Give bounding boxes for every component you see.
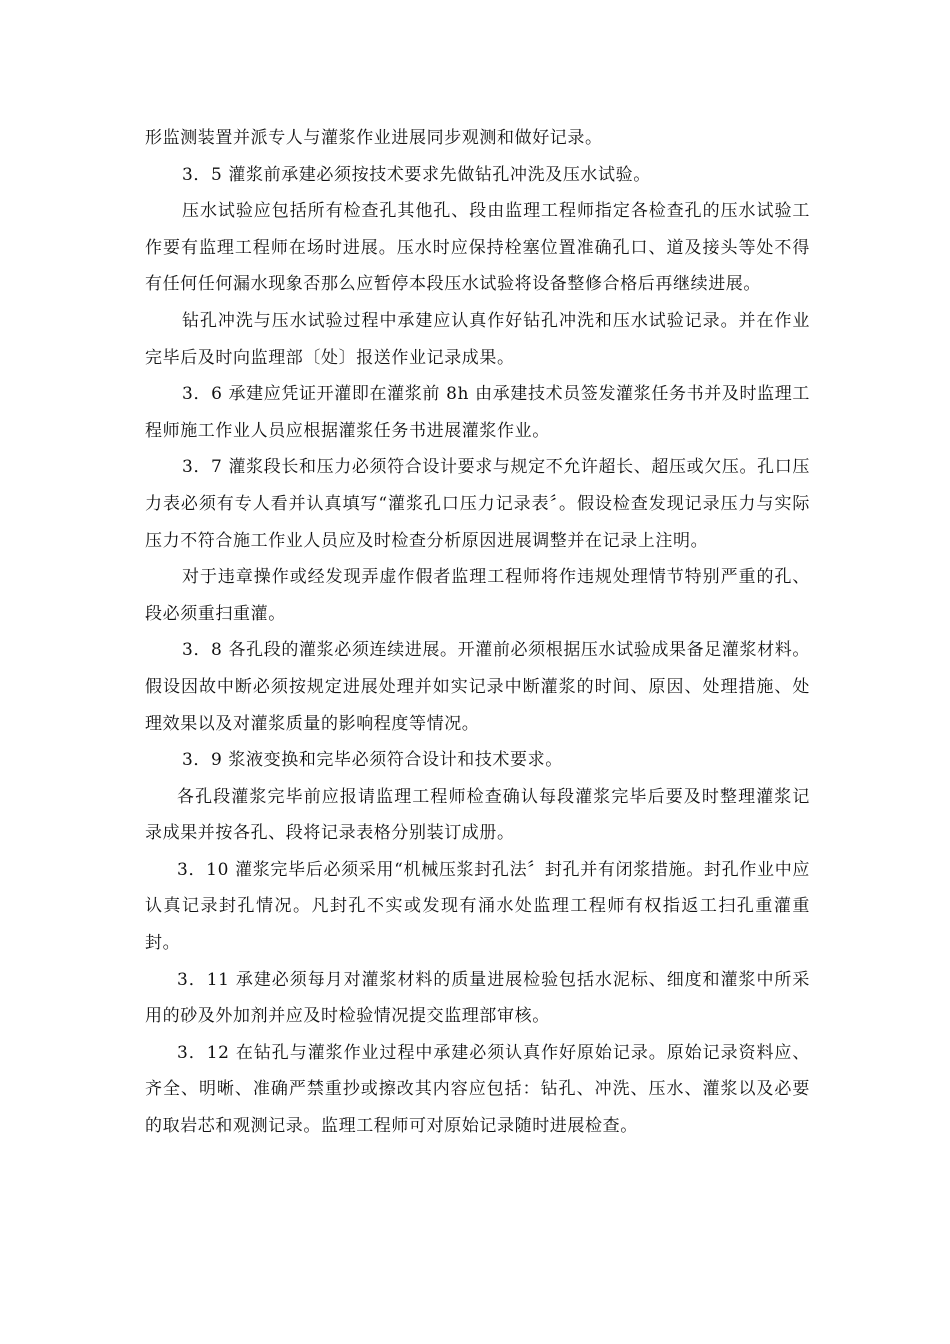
- paragraph-section-3-9: 3．9 浆液变换和完毕必须符合设计和技术要求。: [182, 750, 563, 771]
- paragraph-violations: 对于违章操作或经发现弄虚作假者监理工程师将作违规处理情节特别严重的孔、段必须重扫重灌。: [145, 567, 810, 624]
- paragraph-section-3-5: 3．5 灌浆前承建必须按技术要求先做钻孔冲洗及压水试验。: [182, 164, 651, 185]
- paragraph-section-3-10: 3．10 灌浆完毕后必须采用“机械压浆封孔法〞封孔并有闭浆措施。封孔作业中应认真记录封孔情况。凡封孔不实或发现有涌水处监理工程师有权指返工扫孔重灌重封。: [145, 859, 810, 954]
- paragraph-flushing-records: 钻孔冲洗与压水试验过程中承建应认真作好钻孔冲洗和压水试验记录。并在作业完毕后及时向监理部〔处〕报送作业记录成果。: [145, 310, 810, 368]
- paragraph-section-3-7: 3．7 灌浆段长和压力必须符合设计要求与规定不允许超长、超压或欠压。孔口压力表必须有专人看并认真填写“灌浆孔口压力记录表〞。假设检查发现记录压力与实际压力不符合施工作业人员应及时检查分析原因进展调整并在记录上注明。: [145, 457, 810, 551]
- paragraph-pressure-test: 压水试验应包括所有检查孔其他孔、段由监理工程师指定各检查孔的压水试验工作要有监理工程师在场时进展。压水时应保持栓塞位置准确孔口、道及接头等处不得有任何任何漏水现象否那么应暂停本段压水试验将设备整修合格后再继续进展。: [145, 201, 810, 295]
- paragraph-section-3-8: 3．8 各孔段的灌浆必须连续进展。开灌前必须根据压水试验成果备足灌浆材料。假设因故中断必须按规定进展处理并如实记录中断灌浆的时间、原因、处理措施、处理效果以及对灌浆质量的影响程度等情况。: [145, 640, 810, 734]
- paragraph-section-3-6: 3．6 承建应凭证开灌即在灌浆前 8h 由承建技术员签发灌浆任务书并及时监理工程师施工作业人员应根据灌浆任务书进展灌浆作业。: [145, 384, 810, 441]
- paragraph-section-3-12: 3．12 在钻孔与灌浆作业过程中承建必须认真作好原始记录。原始记录资料应、齐全、明晰、准确严禁重抄或擦改其内容应包括：钻孔、冲洗、压水、灌浆以及必要的取岩芯和观测记录。监理工程师可对原始记录随时进展检查。: [145, 1042, 810, 1137]
- paragraph-continuation: 形监测装置并派专人与灌浆作业进展同步观测和做好记录。: [145, 128, 603, 148]
- paragraph-section-3-11: 3．11 承建必须每月对灌浆材料的质量进展检验包括水泥标、细度和灌浆中所采用的砂及外加剂并应及时检验情况提交监理部审核。: [145, 969, 810, 1027]
- document-body: [145, 120, 810, 1145]
- paragraph-grouting-completion: 各孔段灌浆完毕前应报请监理工程师检查确认每段灌浆完毕后要及时整理灌浆记录成果并按各孔、段将记录表格分别装订成册。: [145, 786, 810, 844]
